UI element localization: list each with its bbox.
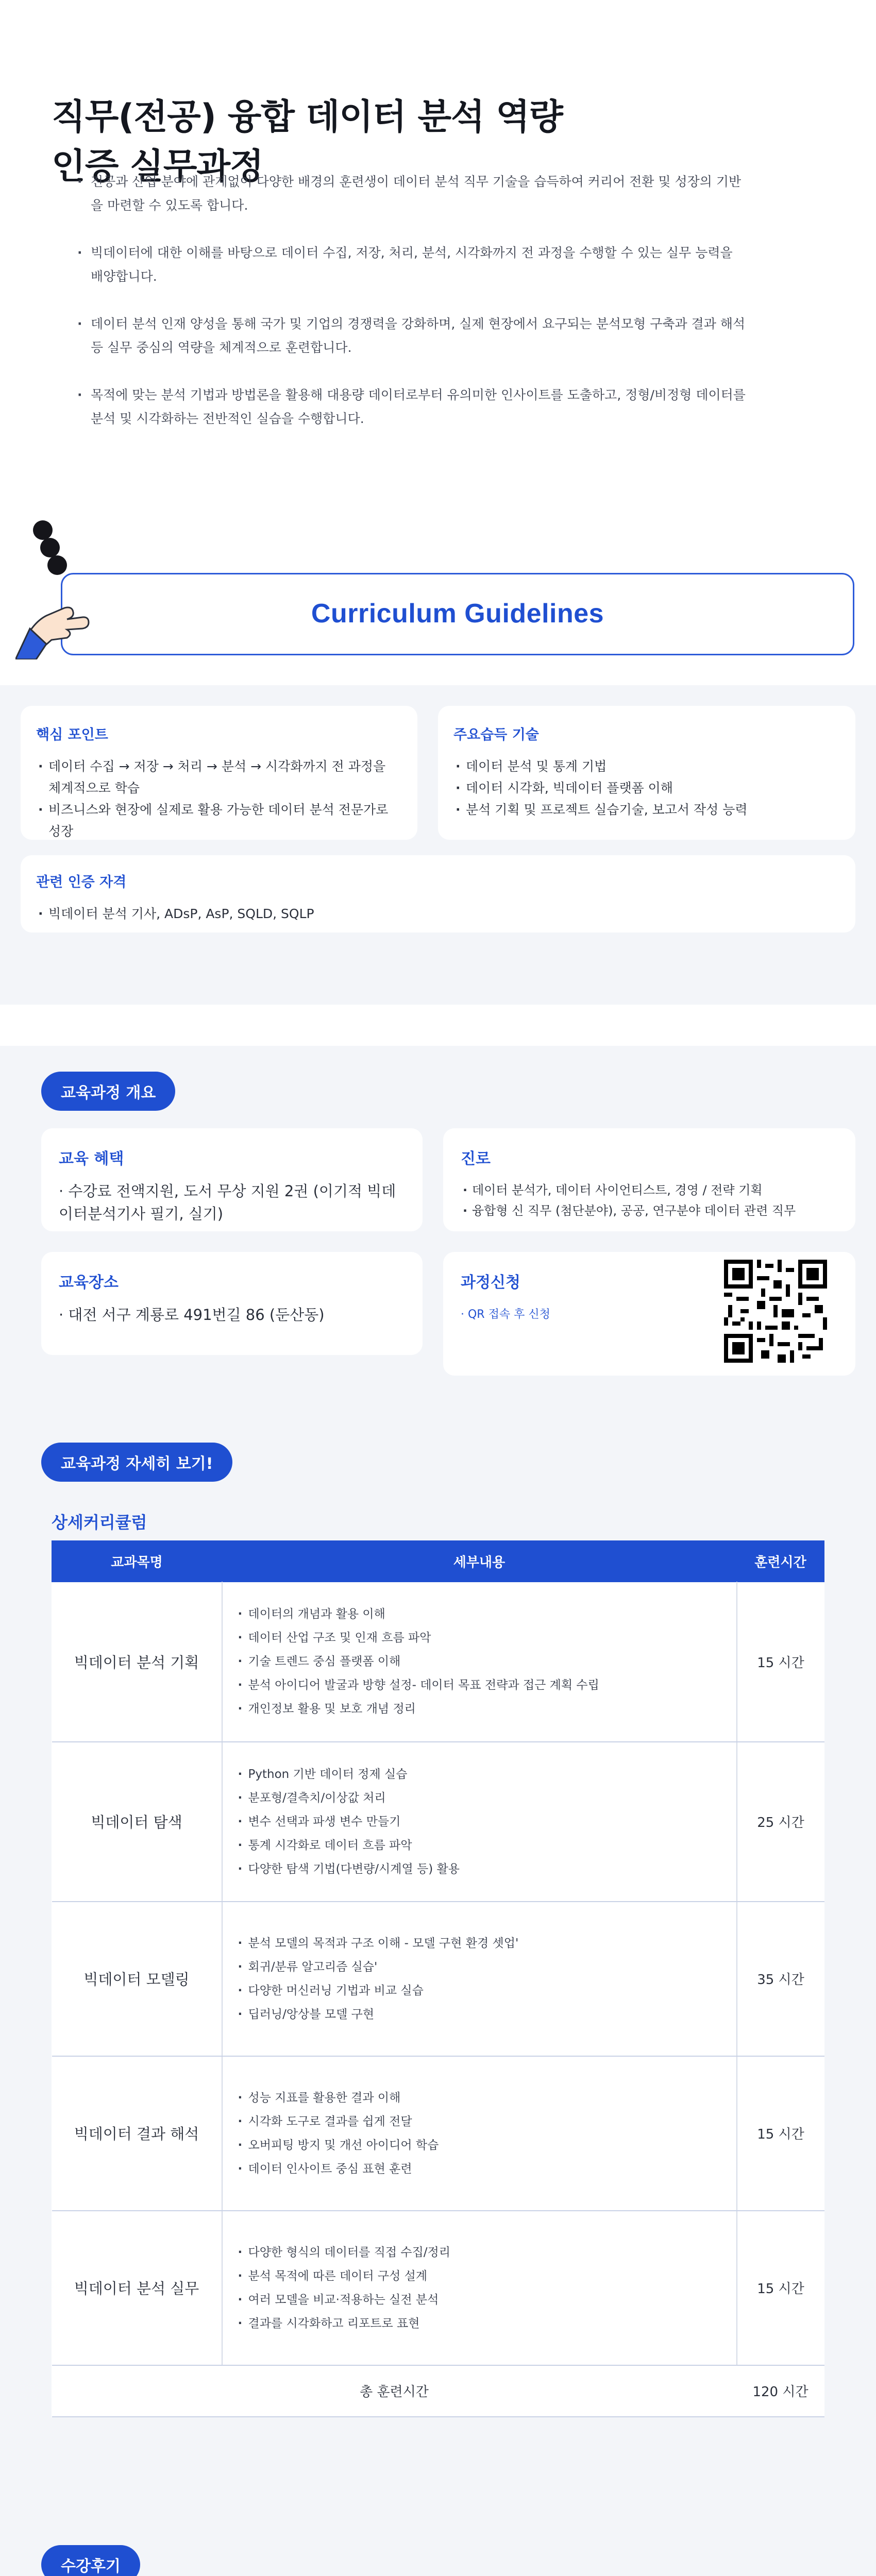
place-text: · 대전 서구 계룡로 491번길 86 (둔산동) xyxy=(59,1306,325,1324)
subject-details xyxy=(222,1902,737,2056)
place-box xyxy=(41,1252,423,1355)
benefit-title: 교육 혜택 xyxy=(59,1150,124,1168)
intro-list xyxy=(77,170,747,454)
cert-title: 관련 인증 자격 xyxy=(36,874,127,890)
table-row xyxy=(52,1902,824,2056)
career-item: · 융합형 신 직무 (첨단분야), 공공, 연구분야 데이터 관련 직무 xyxy=(461,1200,838,1221)
table-row xyxy=(52,1582,824,1742)
total-row xyxy=(52,2365,824,2417)
core-points-title: 핵심 포인트 xyxy=(36,727,108,743)
table-row xyxy=(52,2056,824,2211)
guide-title: Curriculum Guidelines xyxy=(311,599,604,629)
cert-box xyxy=(21,855,855,933)
table-row xyxy=(52,2211,824,2365)
core-points-box xyxy=(21,706,417,840)
col-header-detail: 세부내용 xyxy=(222,1541,737,1582)
detail-item: · 딥러닝/앙상블 모델 구현 xyxy=(238,2003,721,2026)
detail-item: · 분석 목적에 따른 데이터 구성 설계 xyxy=(238,2264,721,2288)
cert-item: · 빅데이터 분석 기사, ADsP, AsP, SQLD, SQLP xyxy=(36,903,840,925)
curriculum-guidelines-banner xyxy=(61,573,854,655)
intro-item: · 전공과 산업 분야에 관계없이 다양한 배경의 훈련생이 데이터 분석 직무 기술을 습득하여 커리어 전환 및 성장의 기반을 마련할 수 있도록 합니다. xyxy=(77,170,747,217)
detail-item: · 개인정보 활용 및 보호 개념 정리 xyxy=(238,1697,721,1721)
career-box xyxy=(443,1128,855,1231)
review-section xyxy=(0,2524,876,2576)
skill-item: · 데이터 시각화, 빅데이터 플랫폼 이해 xyxy=(453,777,840,799)
benefit-box xyxy=(41,1128,423,1231)
subject-hours: 25 시간 xyxy=(737,1742,824,1902)
subject-name: 빅데이터 결과 해석 xyxy=(52,2056,222,2211)
col-header-hours: 훈련시간 xyxy=(737,1541,824,1582)
core-points-section xyxy=(0,685,876,1005)
intro-item: · 목적에 맞는 분석 기법과 방법론을 활용해 대용량 데이터로부터 유의미한 인사이트를 도출하고, 정형/비정형 데이터를 분석 및 시각화하는 전반적인 실습을 수행합니다. xyxy=(77,383,747,431)
detail-item: · 데이터의 개념과 활용 이해 xyxy=(238,1602,721,1626)
place-title: 교육장소 xyxy=(59,1274,119,1292)
title-line-2: 인증 실무과정 xyxy=(52,146,263,187)
core-point-item: · 데이터 수집 → 저장 → 처리 → 분석 → 시각화까지 전 과정을 체계적으로 학습 xyxy=(36,756,402,799)
benefit-text: · 수강료 전액지원, 도서 무상 지원 2권 (이기적 빅데이터분석기사 필기, 실기) xyxy=(59,1182,396,1223)
detail-item: · 여러 모델을 비교·적용하는 실전 분석 xyxy=(238,2288,721,2312)
review-section-label: 수강후기 xyxy=(41,2545,140,2576)
detail-item: · 다양한 형식의 데이터를 직접 수집/정리 xyxy=(238,2241,721,2264)
subject-name: 빅데이터 분석 실무 xyxy=(52,2211,222,2365)
core-point-item: · 비즈니스와 현장에 실제로 활용 가능한 데이터 분석 전문가로 성장 xyxy=(36,799,402,842)
skill-item: · 데이터 분석 및 통계 기법 xyxy=(453,756,840,777)
detail-item: · 데이터 산업 구조 및 인재 흐름 파악 xyxy=(238,1626,721,1650)
detail-item: · 다양한 머신러닝 기법과 비교 실습 xyxy=(238,1979,721,2003)
detail-item: · 회귀/분류 알고리즘 실습' xyxy=(238,1955,721,1979)
subject-details xyxy=(222,1582,737,1742)
hero-section xyxy=(0,0,876,634)
career-title: 진로 xyxy=(461,1150,491,1168)
total-hours: 120 시간 xyxy=(737,2365,824,2417)
skills-title: 주요습득 기술 xyxy=(453,727,539,743)
subject-hours: 15 시간 xyxy=(737,2211,824,2365)
subject-hours: 15 시간 xyxy=(737,2056,824,2211)
career-item: · 데이터 분석가, 데이터 사이언티스트, 경영 / 전략 기획 xyxy=(461,1180,838,1200)
total-label: 총 훈련시간 xyxy=(52,2365,737,2417)
col-header-subject: 교과목명 xyxy=(52,1541,222,1582)
curriculum-section-label: 교육과정 자세히 보기! xyxy=(41,1443,232,1482)
table-row xyxy=(52,1742,824,1902)
subject-hours: 35 시간 xyxy=(737,1902,824,2056)
detail-item: · 데이터 인사이트 중심 표현 훈련 xyxy=(238,2157,721,2181)
qr-code[interactable] xyxy=(724,1260,827,1363)
detail-item: · 결과를 시각화하고 리포트로 표현 xyxy=(238,2312,721,2335)
detail-item: · Python 기반 데이터 정제 실습 xyxy=(238,1762,721,1786)
intro-item: · 데이터 분석 인재 양성을 통해 국가 및 기업의 경쟁력을 강화하며, 실제 현장에서 요구되는 분석모형 구축과 결과 해석 등 실무 중심의 역량을 체계적으로 훈련합니다. xyxy=(77,312,747,360)
apply-text: · QR 접속 후 신청 xyxy=(461,1308,550,1321)
detail-item: · 시각화 도구로 결과를 쉽게 전달 xyxy=(238,2110,721,2133)
subject-name: 빅데이터 분석 기획 xyxy=(52,1582,222,1742)
detail-item: · 다양한 탐색 기법(다변량/시계열 등) 활용 xyxy=(238,1857,721,1881)
subject-details xyxy=(222,2211,737,2365)
detail-item: · 오버피팅 방지 및 개선 아이디어 학습 xyxy=(238,2133,721,2157)
subject-hours: 15 시간 xyxy=(737,1582,824,1742)
detail-item: · 통계 시각화로 데이터 흐름 파악 xyxy=(238,1834,721,1857)
detail-item: · 변수 선택과 파생 변수 만들기 xyxy=(238,1810,721,1834)
subject-name: 빅데이터 모델링 xyxy=(52,1902,222,2056)
subject-name: 빅데이터 탐색 xyxy=(52,1742,222,1902)
detail-item: · 분석 아이디어 발굴과 방향 설정- 데이터 목표 전략과 접근 계획 수립 xyxy=(238,1673,721,1697)
title-line-1: 직무(전공) 융합 데이터 분석 역량 xyxy=(52,97,563,138)
skill-item: · 분석 기획 및 프로젝트 실습기술, 보고서 작성 능력 xyxy=(453,799,840,821)
skills-box xyxy=(438,706,855,840)
detail-item: · 기술 트렌드 중심 플랫폼 이해 xyxy=(238,1650,721,1673)
curriculum-table xyxy=(52,1540,824,2417)
curriculum-subhead: 상세커리큘럼 xyxy=(52,1513,147,1532)
subject-details xyxy=(222,2056,737,2211)
intro-item: · 빅데이터에 대한 이해를 바탕으로 데이터 수집, 저장, 처리, 분석, 시각화까지 전 과정을 수행할 수 있는 실무 능력을 배양합니다. xyxy=(77,241,747,289)
subject-details xyxy=(222,1742,737,1902)
pointing-hand-icon xyxy=(15,546,98,659)
apply-title: 과정신청 xyxy=(461,1274,520,1292)
overview-section-label: 교육과정 개요 xyxy=(41,1072,175,1111)
detail-item: · 성능 지표를 활용한 결과 이해 xyxy=(238,2086,721,2110)
detail-item: · 분석 모델의 목적과 구조 이해 - 모델 구현 환경 셋업' xyxy=(238,1931,721,1955)
detail-item: · 분포형/결측치/이상값 처리 xyxy=(238,1786,721,1810)
